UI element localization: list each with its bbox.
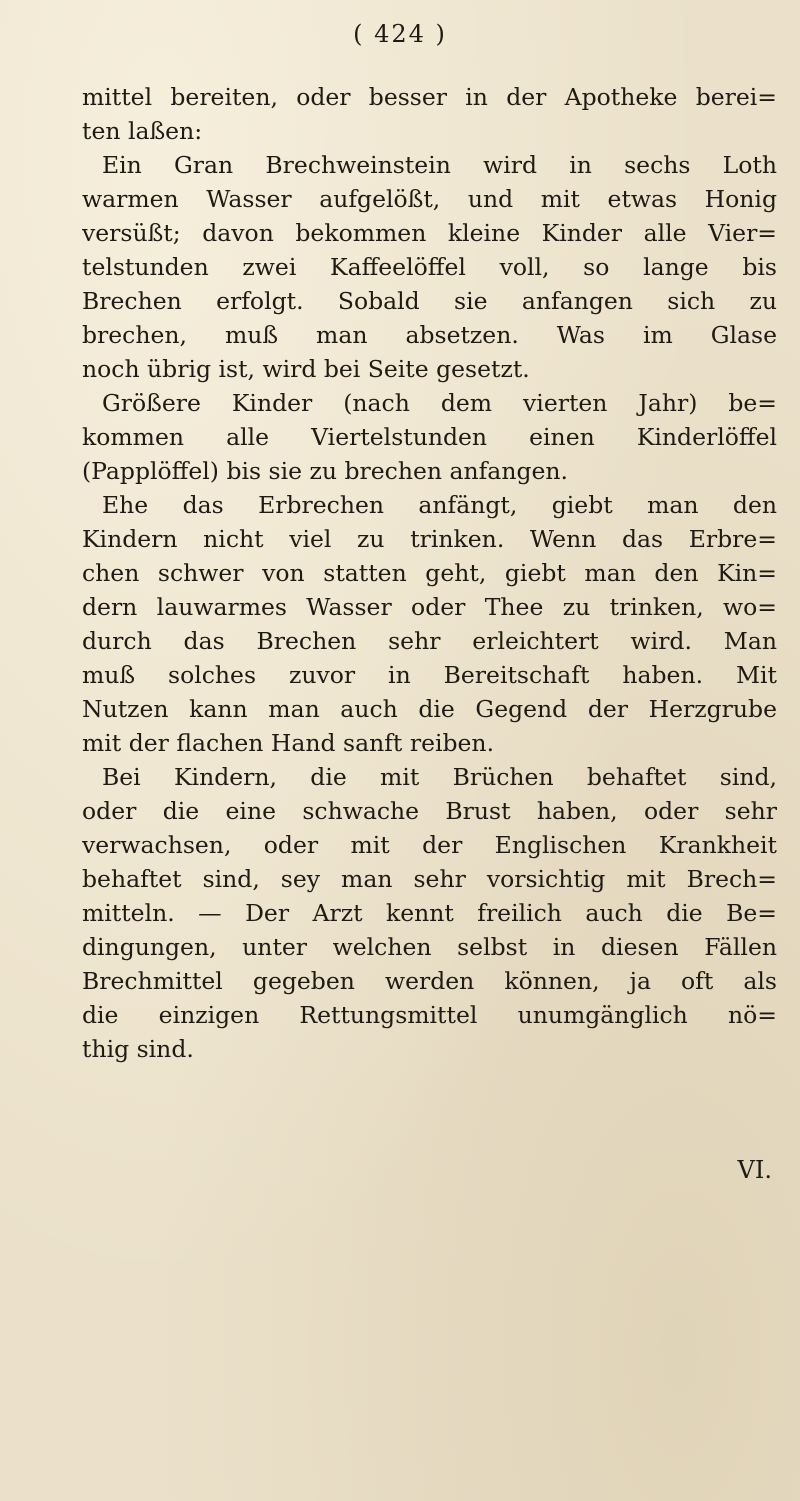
text-line: Größere Kinder (nach dem vierten Jahr) be= — [102, 389, 777, 417]
text-line: Kindern nicht viel zu trinken. Wenn das Erbre= — [82, 525, 777, 553]
text-line: versüßt; davon bekommen kleine Kinder alle Vier= — [82, 219, 777, 247]
text-line: telstunden zwei Kaffeelöffel voll, so lange bis — [82, 253, 777, 281]
text-line: Bei Kindern, die mit Brüchen behaftet sind, — [102, 763, 777, 791]
text-line: chen schwer von statten geht, giebt man den Kin= — [82, 559, 777, 587]
text-line: thig sind. — [82, 1035, 194, 1063]
text-line: verwachsen, oder mit der Englischen Krankheit — [82, 831, 777, 859]
text-line: ten laßen: — [82, 117, 203, 145]
text-line: die einzigen Rettungsmittel unumgänglich nö= — [82, 1001, 777, 1029]
text-line: mitteln. — Der Arzt kennt freilich auch die Be= — [82, 899, 777, 927]
text-line: durch das Brechen sehr erleichtert wird. Man — [82, 627, 777, 655]
catchword: VI. — [737, 1156, 772, 1184]
text-line: behaftet sind, sey man sehr vorsichtig mit Brech= — [82, 865, 777, 893]
text-line: mittel bereiten, oder besser in der Apotheke berei= — [82, 83, 777, 111]
text-line: brechen, muß man absetzen. Was im Glase — [82, 321, 777, 349]
text-line: Nutzen kann man auch die Gegend der Herzgrube — [82, 695, 777, 723]
text-line: dern lauwarmes Wasser oder Thee zu trinken, wo= — [82, 593, 777, 621]
text-line: Ehe das Erbrechen anfängt, giebt man den — [102, 491, 777, 519]
text-line: Brechen erfolgt. Sobald sie anfangen sich zu — [82, 287, 777, 315]
text-line: Brechmittel gegeben werden können, ja oft als — [82, 967, 777, 995]
text-line: warmen Wasser aufgelößt, und mit etwas Honig — [82, 185, 777, 213]
body-text — [82, 80, 777, 1066]
text-line: dingungen, unter welchen selbst in diesen Fällen — [82, 933, 777, 961]
text-line: muß solches zuvor in Bereitschaft haben. Mit — [82, 661, 777, 689]
text-line: mit der flachen Hand sanft reiben. — [82, 729, 495, 757]
page-number: ( 424 ) — [353, 20, 447, 48]
text-line: (Papplöffel) bis sie zu brechen anfangen. — [82, 457, 569, 485]
text-line: kommen alle Viertelstunden einen Kinderlöffel — [82, 423, 777, 451]
text-line: Ein Gran Brechweinstein wird in sechs Loth — [102, 151, 777, 179]
text-line: oder die eine schwache Brust haben, oder sehr — [82, 797, 777, 825]
text-line: noch übrig ist, wird bei Seite gesetzt. — [82, 355, 530, 383]
